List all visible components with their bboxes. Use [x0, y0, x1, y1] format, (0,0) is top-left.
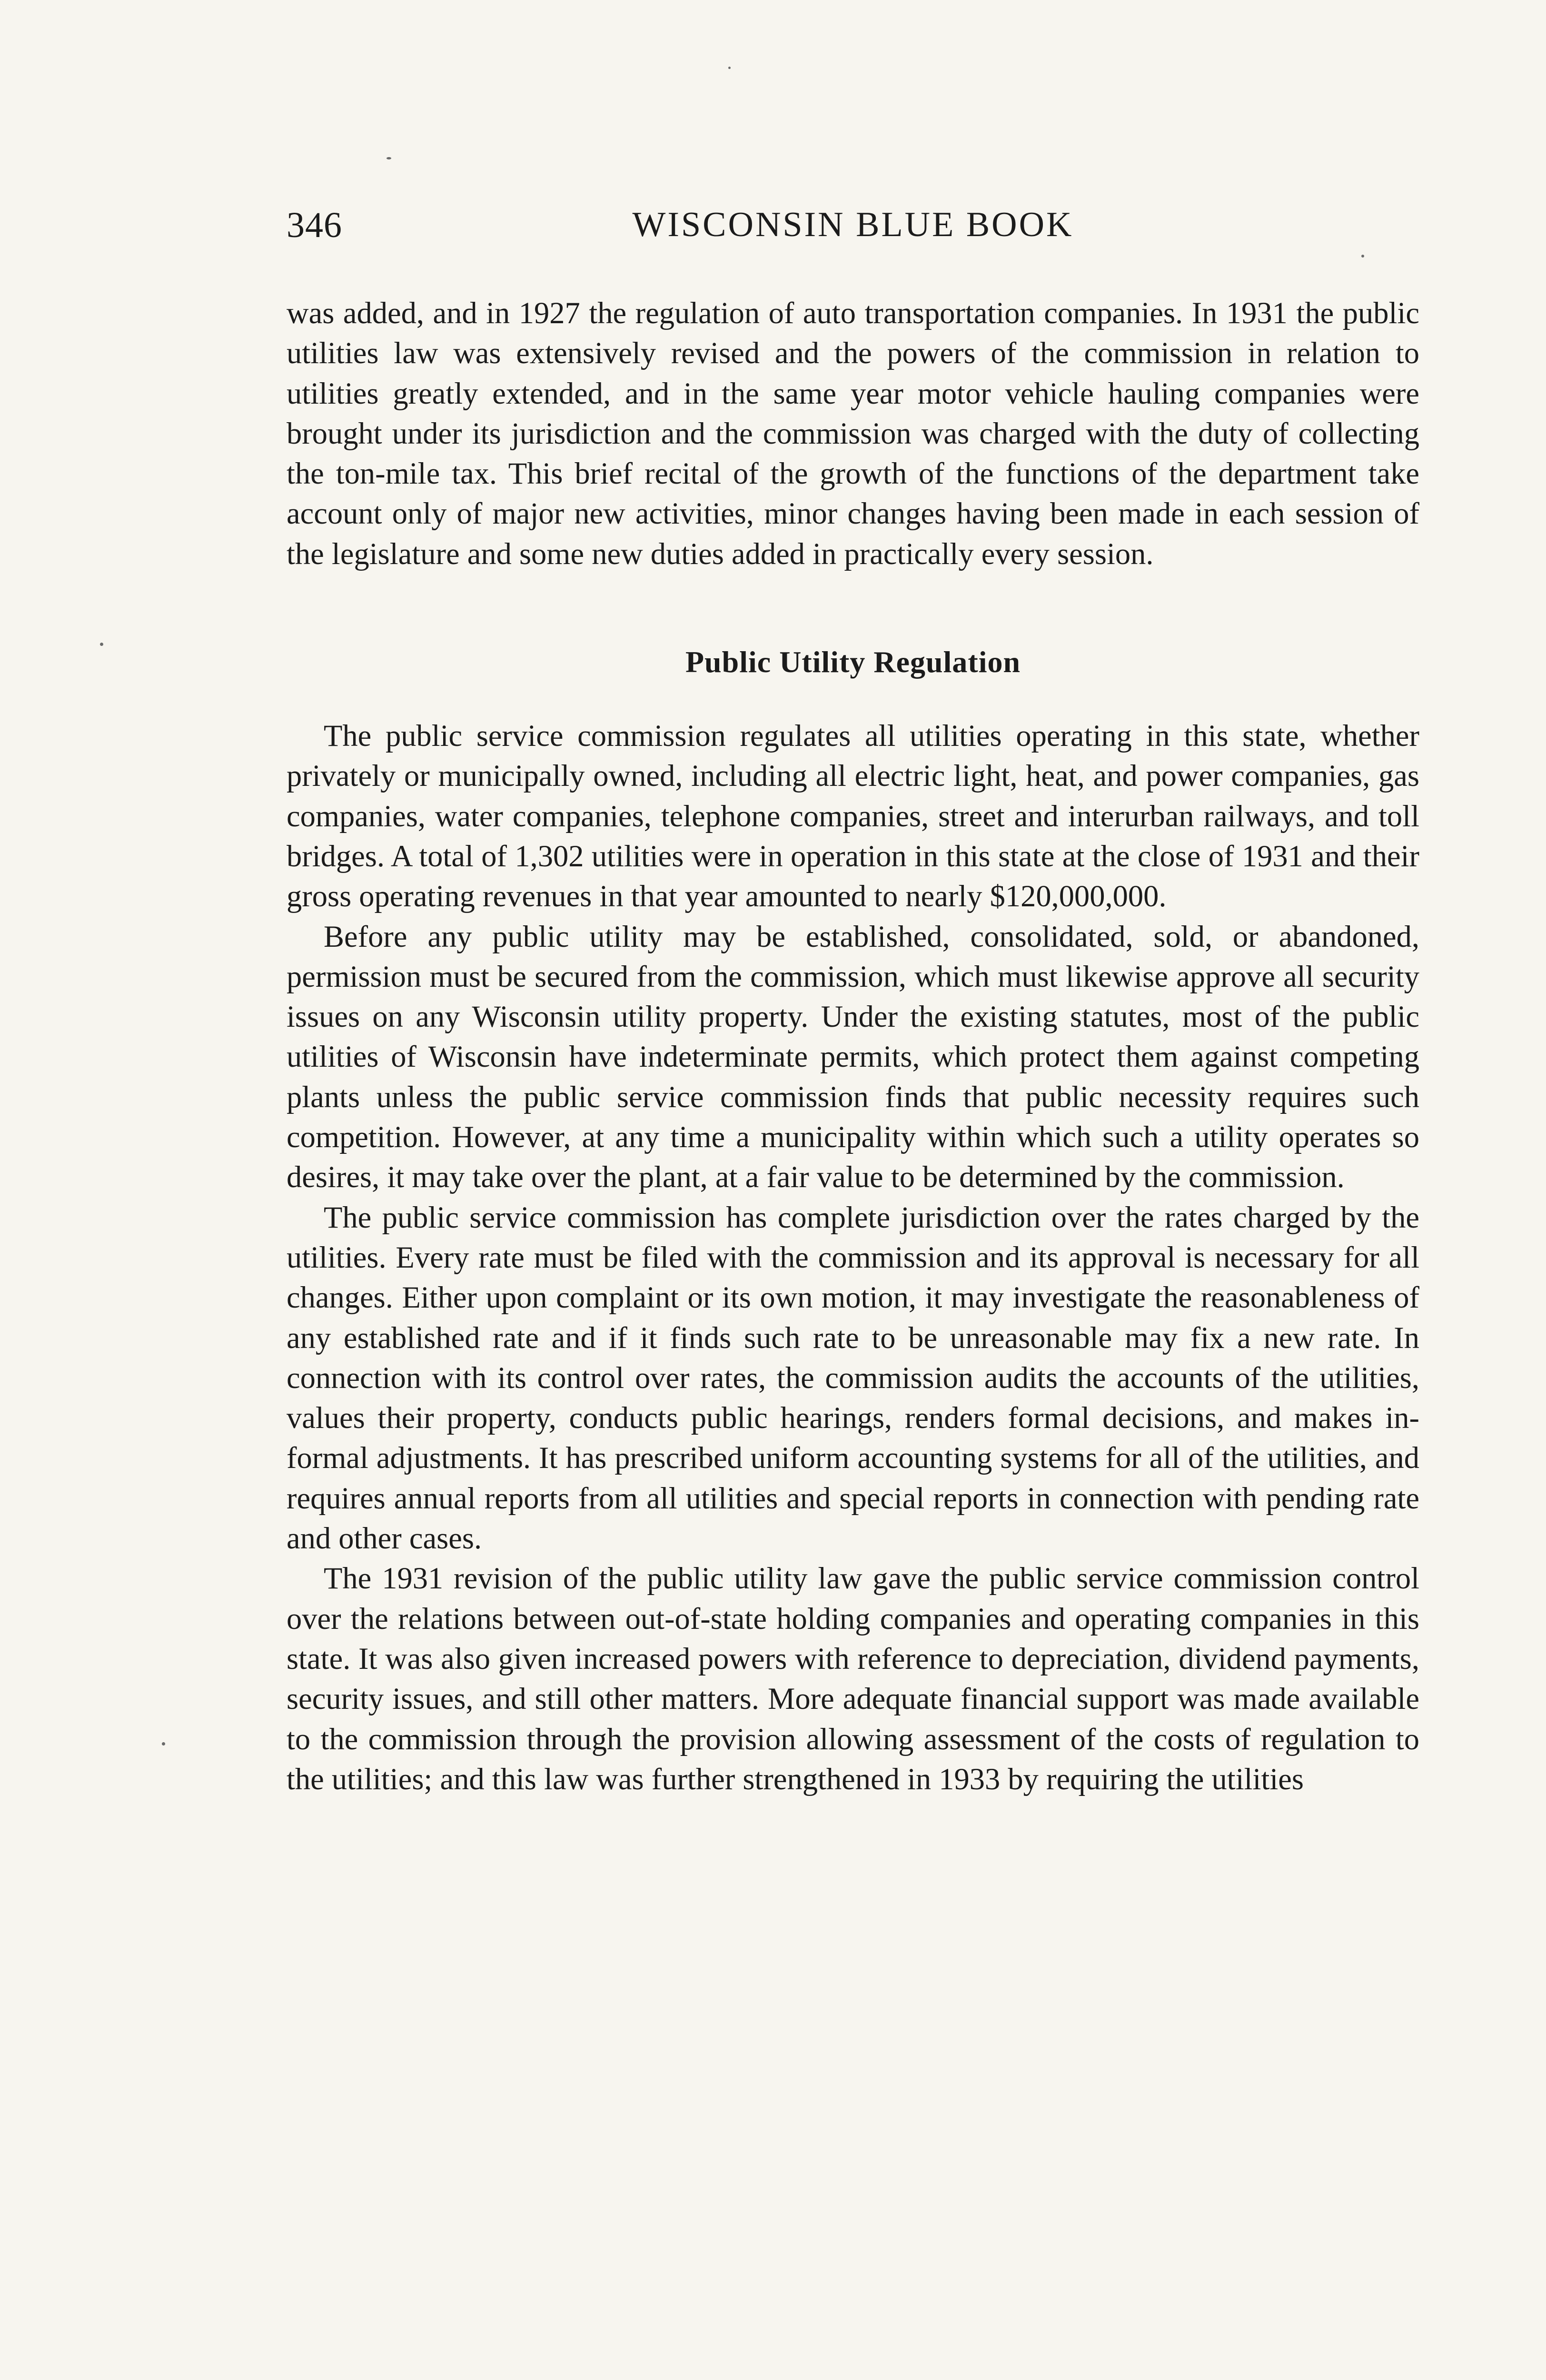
scan-speck — [1361, 255, 1364, 258]
section-heading: Public Utility Regulation — [685, 645, 1021, 679]
scan-speck — [728, 67, 731, 69]
scan-speck — [386, 157, 391, 159]
running-title: WISCONSIN BLUE BOOK — [632, 205, 1074, 244]
body-paragraph: Before any public utility may be established, consolidated, sold, or abandoned, permission must be secured from the commission, which must likewise approve all security issues on any Wisconsin utility property. Under the existing statutes, most of the public utilities of Wisconsin have indeterminate permits, which protect them against competing plants unless the public service commission finds that public necessity requires such competition. However, at any time a municipality within which such a utility operates so desires, it may take over the plant, at a fair value to be determined by the commission. — [287, 919, 1419, 1194]
body-paragraph: The public service commission has complete jurisdiction over the rates charged by the utilities. Every rate must be filed with the commission and its approval is necessary for all changes. Either upon complaint or its own motion, it may investigate the reasonableness of any established rate and if it finds such rate to be unreasonable may fix a new rate. In connection with its control over rates, the commission audits the accounts of the utilities, values their property, conducts public hearings, renders formal decisions, and makes informal adjustments. It has prescribed uniform accounting systems for all of the utilities, and requires annual reports from all utilities and special reports in connection with pending rate and other cases. — [287, 1200, 1419, 1556]
page-number: 346 — [287, 205, 342, 245]
body-paragraph: The 1931 revision of the public utility law gave the public service commission control over the relations between out-of-state holding companies and operating companies in this state. It was also given increased powers with reference to depreciation, dividend payments, security issues, and still other matters. More adequate financial support was made available to the commission through the provision allowing assessment of the costs of regulation to the utilities; and this law was further strengthened in 1933 by requiring the utilities — [287, 1561, 1419, 1796]
scan-speck — [100, 643, 103, 646]
intro-paragraph: was added, and in 1927 the regulation of auto transportation companies. In 1931 the public utilities law was extensively revised and the powers of the commission in relation to utilities greatly extended, and in the same year motor vehicle hauling companies were brought under its jurisdiction and the commission was charged with the duty of collecting the ton-mile tax. This brief recital of the growth of the functions of the department take account only of major new activities, minor changes having been made in each session of the legislature and some new duties added in practically every session. — [287, 296, 1419, 571]
page-header — [287, 200, 1419, 252]
body-paragraph: The public service commission regulates all utilities operating in this state, whether privately or municipally owned, including all electric light, heat, and power companies, gas companies, water companies, telephone companies, street and interurban railways, and toll bridges. A total of 1,302 utilities were in operation in this state at the close of 1931 and their gross operating revenues in that year amounted to nearly $120,000,000. — [287, 719, 1419, 913]
scan-speck — [162, 1742, 165, 1745]
book-page — [287, 200, 1419, 1799]
